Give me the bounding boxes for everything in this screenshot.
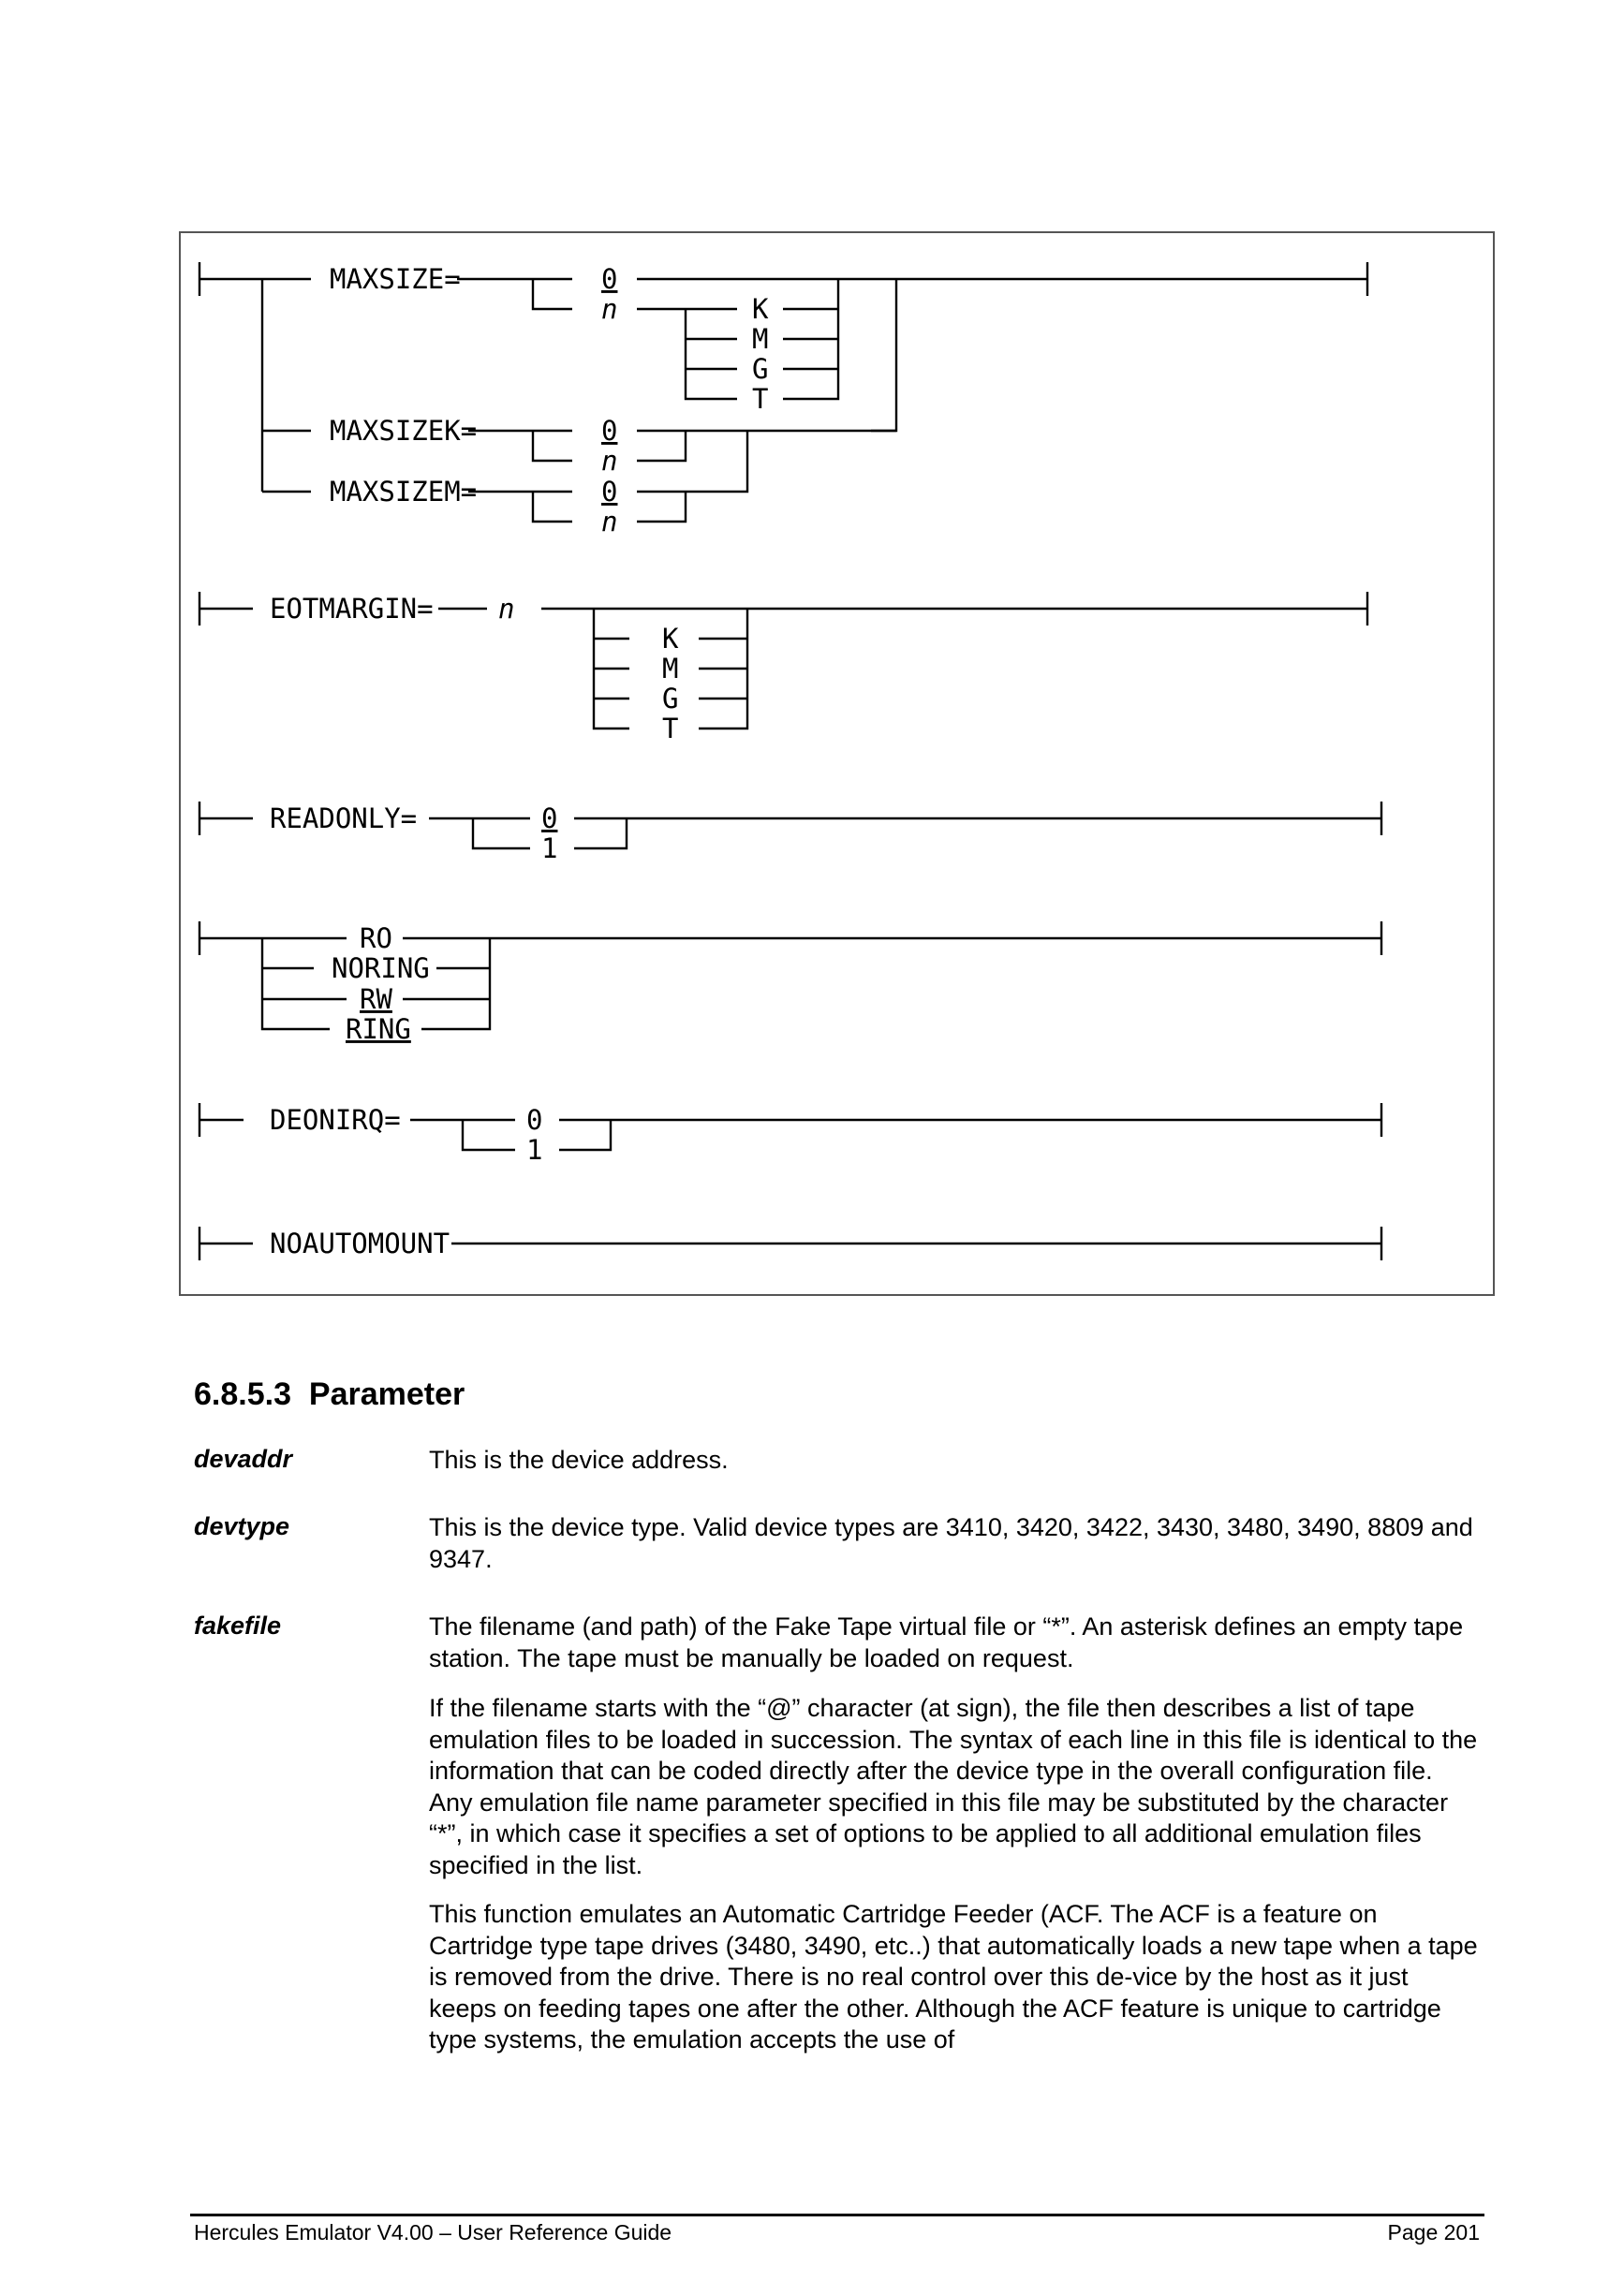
ring-option-ring: RING <box>346 1013 411 1045</box>
maxsizek-zero: 0 <box>601 415 618 447</box>
maxsizem-keyword: MAXSIZEM= <box>330 476 478 508</box>
param-desc-devaddr: This is the device address. <box>429 1446 729 1474</box>
readonly-value-0: 0 <box>541 802 558 834</box>
eotmargin-unit-t: T <box>662 713 679 744</box>
param-desc-fakefile-3: This function emulates an Automatic Cartridge Feeder (ACF. The ACF is a feature on Cartridge type tape drives (3480, 3490, etc..) that automatically loads a new tape when a tape is removed from the drive. There is no real control over this de-vice by the host as it just keeps on feeding tapes one after the other. Although the ACF feature is unique to cartridge type systems, the emulation accepts the use of <box>429 1900 1478 2053</box>
section-heading <box>194 1376 465 1413</box>
param-term-devaddr: devaddr <box>194 1445 293 1473</box>
param-term-fakefile: fakefile <box>194 1612 282 1640</box>
ring-group <box>199 921 1381 1045</box>
readonly-keyword: READONLY= <box>270 802 418 834</box>
readonly-value-1: 1 <box>541 832 558 864</box>
footer-page-number: Page 201 <box>1387 2220 1480 2244</box>
ring-option-noring: NORING <box>332 952 430 984</box>
noautomount-group <box>199 1227 1381 1260</box>
ring-option-rw: RW <box>360 983 392 1015</box>
section-number: 6.8.5.3 <box>194 1376 291 1412</box>
eotmargin-unit-m: M <box>662 653 679 684</box>
ring-option-ro: RO <box>360 922 392 954</box>
maxsize-n: n <box>601 293 618 325</box>
eotmargin-unit-k: K <box>662 623 679 655</box>
param-term-devtype: devtype <box>194 1512 290 1540</box>
section-title: Parameter <box>308 1376 465 1412</box>
readonly-group <box>199 802 1381 864</box>
eotmargin-keyword: EOTMARGIN= <box>270 593 434 625</box>
maxsize-unit-k: K <box>752 293 769 325</box>
param-desc-fakefile-1: The filename (and path) of the Fake Tape virtual file or “*”. An asterisk defines an empty tape station. The tape must be manually be loaded on request. <box>429 1612 1464 1672</box>
param-desc-fakefile-2: If the filename starts with the “@” character (at sign), the file then describes a list of tape emulation files to be loaded in succession. The syntax of each line in this file is identical to the information that can be coded directly after the device type in the overall configuration file. Any emulation file name parameter specified in this file may be substituted by the character “*”, in which case it specifies a set of options to be applied to all additional emulation files specified in the list. <box>429 1694 1478 1879</box>
eotmargin-n: n <box>498 593 515 625</box>
maxsizem-zero: 0 <box>601 476 618 508</box>
footer-doc-title: Hercules Emulator V4.00 – User Reference Guide <box>194 2220 672 2244</box>
maxsize-unit-g: G <box>752 353 769 385</box>
maxsize-unit-t: T <box>752 383 769 415</box>
maxsize-keyword: MAXSIZE= <box>330 263 461 295</box>
noautomount-keyword: NOAUTOMOUNT <box>270 1228 450 1259</box>
deonirq-value-1: 1 <box>526 1134 543 1166</box>
maxsize-unit-m: M <box>752 323 769 355</box>
maxsize-group <box>199 262 1367 537</box>
footer-divider <box>190 2214 1484 2216</box>
maxsize-zero: 0 <box>601 263 618 295</box>
maxsizem-n: n <box>601 506 618 537</box>
eotmargin-group <box>199 592 1367 744</box>
deonirq-keyword: DEONIRQ= <box>270 1104 401 1136</box>
maxsizek-keyword: MAXSIZEK= <box>330 415 478 447</box>
eotmargin-unit-g: G <box>662 683 679 714</box>
maxsizek-n: n <box>601 445 618 477</box>
deonirq-value-0: 0 <box>526 1104 543 1136</box>
deonirq-group <box>199 1103 1381 1166</box>
param-desc-devtype: This is the device type. Valid device types are 3410, 3420, 3422, 3430, 3480, 3490, 8809 and 9347. <box>429 1513 1473 1573</box>
